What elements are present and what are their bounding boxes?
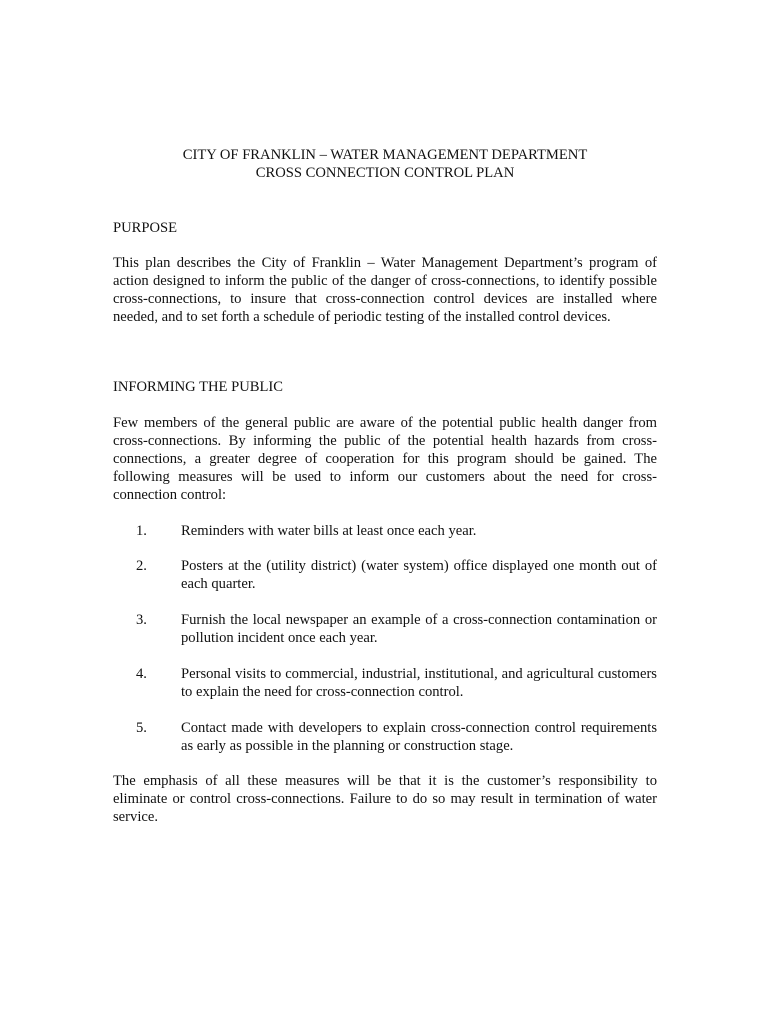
- list-item-text: Contact made with developers to explain cross-connection control requirements as early as possible in the planning or construction stage.: [181, 720, 657, 754]
- title-line-department: CITY OF FRANKLIN – WATER MANAGEMENT DEPARTMENT: [182, 147, 588, 163]
- list-item-number: 5.: [136, 720, 147, 736]
- title-line-plan: CROSS CONNECTION CONTROL PLAN: [255, 165, 515, 181]
- purpose-heading: PURPOSE: [113, 220, 178, 236]
- list-item-number: 3.: [136, 612, 147, 628]
- informing-public-paragraph: Few members of the general public are aware of the potential public health danger from cross-connections. By informing the public of the potential health hazards from cross-connections, a greater degree of cooperation for this program should be gained. The following measures will be used to inform our customers about the need for cross-connection control:: [113, 415, 657, 503]
- list-item: [113, 611, 657, 647]
- list-item-text: Posters at the (utility district) (water system) office displayed one month out of each quarter.: [181, 558, 657, 592]
- purpose-paragraph: This plan describes the City of Franklin – Water Management Department’s program of action designed to inform the public of the danger of cross-connections, to identify possible cross-connections, to insure that cross-connection control devices are installed where needed, and to set forth a schedule of periodic testing of the installed control devices.: [113, 255, 657, 325]
- informing-public-heading: INFORMING THE PUBLIC: [113, 379, 284, 395]
- list-item-text: Furnish the local newspaper an example of a cross-connection contamination or pollution incident once each year.: [181, 612, 657, 646]
- list-item-text: Reminders with water bills at least once each year.: [181, 523, 477, 539]
- document-title: [113, 146, 657, 182]
- list-item: [113, 719, 657, 755]
- list-item: [113, 557, 657, 593]
- list-item-number: 4.: [136, 666, 147, 682]
- list-item-number: 1.: [136, 523, 147, 539]
- list-item-text: Personal visits to commercial, industrial, institutional, and agricultural customers to explain the need for cross-connection control.: [181, 666, 657, 700]
- list-item-number: 2.: [136, 558, 147, 574]
- closing-paragraph: The emphasis of all these measures will be that it is the customer’s responsibility to eliminate or control cross-connections. Failure to do so may result in termination of water service.: [113, 773, 657, 825]
- list-item: [113, 665, 657, 701]
- list-item: [113, 522, 657, 540]
